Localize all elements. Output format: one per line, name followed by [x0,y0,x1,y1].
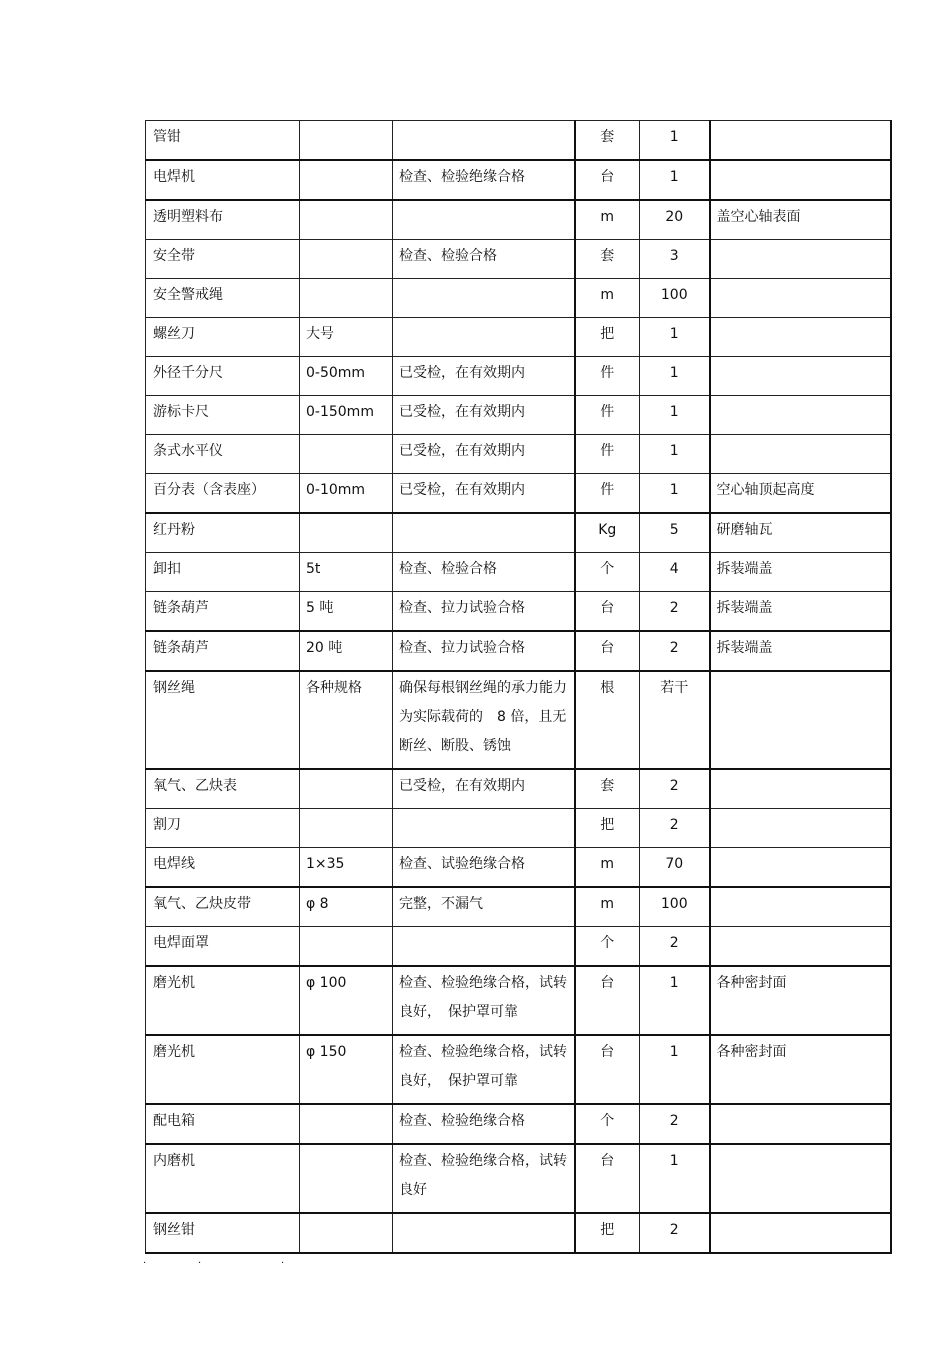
cell-spec [300,769,393,809]
cell-unit: m [575,887,640,927]
cell-note [710,927,891,967]
cell-unit: 根 [575,671,640,769]
cell-requirement: 确保每根钢丝绳的承力能力为实际载荷的 8 倍，且无断丝、断股、锈蚀 [393,671,575,769]
table-row [146,160,891,200]
cell-name: 条式水平仪 [146,435,300,474]
cell-spec [300,200,393,240]
cell-unit: 件 [575,357,640,396]
cell-quantity: 3 [640,240,710,279]
table-row [146,1035,891,1104]
cell-name: 内磨机 [146,1144,300,1213]
cell-unit: 个 [575,1104,640,1144]
table-row [146,553,891,592]
table-row [146,279,891,318]
cell-quantity: 1 [640,435,710,474]
cell-spec: 大号 [300,318,393,357]
cell-quantity: 100 [640,279,710,318]
cell-name: 卸扣 [146,553,300,592]
table-body [146,121,891,1254]
cell-requirement: 检查、检验绝缘合格，试转良好 [393,1144,575,1213]
cell-note: 空心轴顶起高度 [710,474,891,514]
cell-unit: 台 [575,966,640,1035]
cell-unit: m [575,848,640,888]
cell-spec: 0-10mm [300,474,393,514]
cell-quantity: 1 [640,160,710,200]
table-row [146,1104,891,1144]
cell-name: 磨光机 [146,966,300,1035]
table-row [146,1213,891,1253]
cell-spec: 0-150mm [300,396,393,435]
cell-unit: 台 [575,160,640,200]
cell-requirement: 检查、检验合格 [393,553,575,592]
cell-spec [300,927,393,967]
cell-quantity: 100 [640,887,710,927]
tool-list-table [145,120,892,1254]
cell-requirement: 检查、拉力试验合格 [393,592,575,632]
cell-unit: 台 [575,631,640,671]
cell-spec [300,435,393,474]
cell-name: 电焊线 [146,848,300,888]
cell-unit: 把 [575,1213,640,1253]
table-row [146,396,891,435]
cell-requirement [393,513,575,553]
cell-name: 磨光机 [146,1035,300,1104]
cell-unit: 台 [575,592,640,632]
cell-spec [300,160,393,200]
cell-requirement [393,1213,575,1253]
cell-quantity: 2 [640,809,710,848]
cell-spec [300,279,393,318]
cell-spec [300,240,393,279]
cell-note [710,671,891,769]
cell-requirement [393,927,575,967]
table-row [146,1144,891,1213]
cell-unit: 个 [575,927,640,967]
cell-quantity: 2 [640,927,710,967]
cell-requirement: 检查、检验绝缘合格，试转良好， 保护罩可靠 [393,1035,575,1104]
cell-note: 拆装端盖 [710,592,891,632]
cell-quantity: 2 [640,769,710,809]
cell-quantity: 2 [640,592,710,632]
table-row [146,318,891,357]
cell-unit: 套 [575,769,640,809]
cell-unit: 台 [575,1144,640,1213]
table-row [146,200,891,240]
cell-unit: m [575,200,640,240]
cell-spec: φ 150 [300,1035,393,1104]
cell-spec [300,1213,393,1253]
cell-quantity: 1 [640,1035,710,1104]
cell-note: 拆装端盖 [710,553,891,592]
cell-spec [300,1104,393,1144]
cell-unit: 台 [575,1035,640,1104]
footer-dot: . [281,1255,285,1266]
footer-dot: . [143,1255,147,1266]
cell-note: 各种密封面 [710,966,891,1035]
cell-unit: 件 [575,474,640,514]
cell-requirement: 已受检，在有效期内 [393,396,575,435]
cell-requirement [393,809,575,848]
cell-note [710,1144,891,1213]
cell-name: 百分表（含表座） [146,474,300,514]
table-row [146,769,891,809]
cell-spec: 20 吨 [300,631,393,671]
cell-note [710,848,891,888]
cell-requirement: 检查、拉力试验合格 [393,631,575,671]
cell-unit: 把 [575,318,640,357]
cell-requirement [393,200,575,240]
cell-unit: 件 [575,435,640,474]
cell-requirement [393,121,575,161]
cell-quantity: 1 [640,318,710,357]
cell-unit: 件 [575,396,640,435]
table-row [146,887,891,927]
cell-quantity: 5 [640,513,710,553]
cell-note [710,809,891,848]
cell-note: 各种密封面 [710,1035,891,1104]
cell-name: 电焊面罩 [146,927,300,967]
cell-name: 安全警戒绳 [146,279,300,318]
cell-note [710,240,891,279]
cell-spec: 各种规格 [300,671,393,769]
table-row [146,513,891,553]
cell-name: 链条葫芦 [146,592,300,632]
cell-name: 钢丝钳 [146,1213,300,1253]
cell-quantity: 2 [640,1104,710,1144]
cell-name: 氧气、乙炔皮带 [146,887,300,927]
cell-name: 链条葫芦 [146,631,300,671]
cell-note: 拆装端盖 [710,631,891,671]
cell-unit: Kg [575,513,640,553]
cell-quantity: 1 [640,396,710,435]
cell-name: 割刀 [146,809,300,848]
cell-spec [300,513,393,553]
cell-spec: 1×35 [300,848,393,888]
cell-requirement [393,279,575,318]
cell-name: 氧气、乙炔表 [146,769,300,809]
cell-quantity: 2 [640,1213,710,1253]
cell-note [710,435,891,474]
table-row [146,966,891,1035]
table-row [146,121,891,161]
cell-quantity: 2 [640,631,710,671]
cell-requirement [393,318,575,357]
table-row [146,671,891,769]
cell-name: 游标卡尺 [146,396,300,435]
cell-note [710,887,891,927]
cell-spec: φ 8 [300,887,393,927]
cell-name: 管钳 [146,121,300,161]
cell-quantity: 20 [640,200,710,240]
table-row [146,474,891,514]
cell-spec: φ 100 [300,966,393,1035]
cell-quantity: 1 [640,474,710,514]
table-row [146,592,891,632]
cell-quantity: 1 [640,966,710,1035]
cell-requirement: 完整，不漏气 [393,887,575,927]
cell-name: 钢丝绳 [146,671,300,769]
cell-spec [300,121,393,161]
cell-requirement: 检查、检验合格 [393,240,575,279]
cell-note: 研磨轴瓦 [710,513,891,553]
cell-spec: 5t [300,553,393,592]
cell-quantity: 1 [640,121,710,161]
cell-unit: 套 [575,240,640,279]
table-row [146,848,891,888]
cell-requirement: 检查、检验绝缘合格，试转良好， 保护罩可靠 [393,966,575,1035]
cell-name: 安全带 [146,240,300,279]
table-row [146,927,891,967]
table-row [146,631,891,671]
cell-quantity: 70 [640,848,710,888]
cell-requirement: 检查、试验绝缘合格 [393,848,575,888]
cell-unit: 个 [575,553,640,592]
cell-requirement: 已受检，在有效期内 [393,474,575,514]
cell-note [710,396,891,435]
cell-note [710,769,891,809]
cell-note [710,1104,891,1144]
cell-spec: 0-50mm [300,357,393,396]
cell-name: 透明塑料布 [146,200,300,240]
cell-unit: 套 [575,121,640,161]
cell-requirement: 检查、检验绝缘合格 [393,1104,575,1144]
cell-unit: 把 [575,809,640,848]
cell-name: 电焊机 [146,160,300,200]
cell-name: 螺丝刀 [146,318,300,357]
cell-requirement: 检查、检验绝缘合格 [393,160,575,200]
cell-quantity: 若干 [640,671,710,769]
cell-note: 盖空心轴表面 [710,200,891,240]
cell-requirement: 已受检，在有效期内 [393,435,575,474]
cell-name: 配电箱 [146,1104,300,1144]
cell-spec [300,809,393,848]
cell-quantity: 1 [640,357,710,396]
footer-dot: . [198,1255,202,1266]
cell-note [710,279,891,318]
cell-note [710,318,891,357]
table-row [146,435,891,474]
cell-unit: m [575,279,640,318]
cell-spec [300,1144,393,1213]
cell-requirement: 已受检，在有效期内 [393,769,575,809]
table-row [146,357,891,396]
cell-quantity: 1 [640,1144,710,1213]
cell-requirement: 已受检，在有效期内 [393,357,575,396]
cell-note [710,1213,891,1253]
cell-note [710,121,891,161]
cell-note [710,357,891,396]
cell-spec: 5 吨 [300,592,393,632]
cell-note [710,160,891,200]
cell-name: 红丹粉 [146,513,300,553]
cell-name: 外径千分尺 [146,357,300,396]
table-row [146,809,891,848]
cell-quantity: 4 [640,553,710,592]
table-row [146,240,891,279]
